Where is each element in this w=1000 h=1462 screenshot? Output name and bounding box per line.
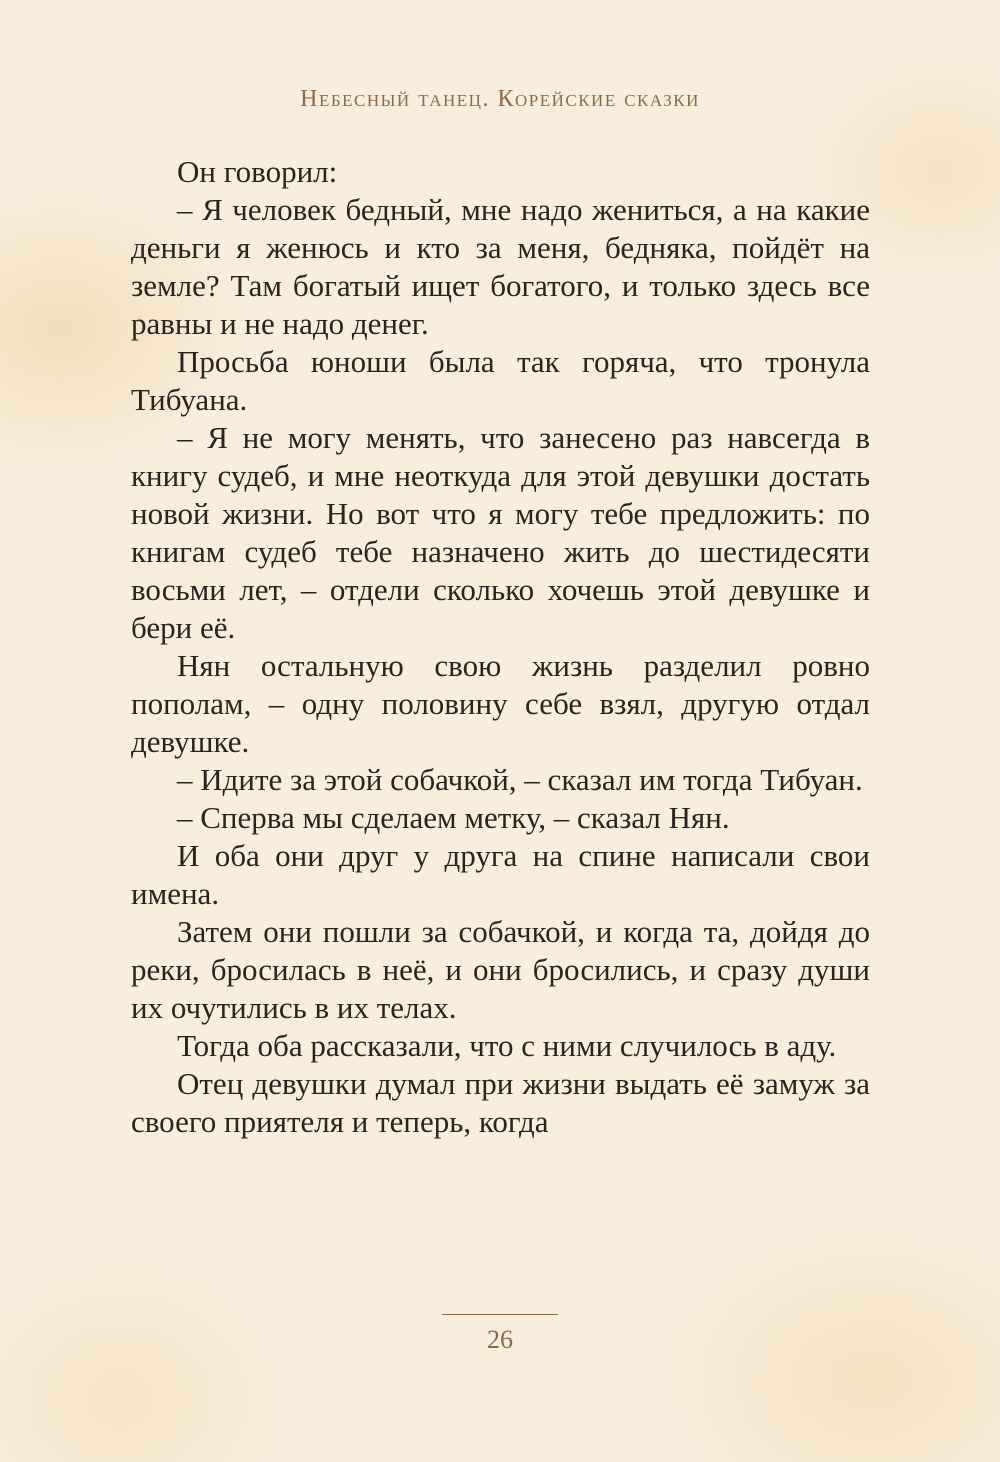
paragraph: Отец девушки думал при жизни выдать её замуж за своего приятеля и теперь, когда [131, 1066, 870, 1139]
footer-divider [442, 1314, 558, 1315]
paragraph: – Я человек бедный, мне надо жениться, а на какие деньги я женюсь и кто за меня, бедняка, пойдёт на земле? Там богатый ищет богатого, и только здесь все равны и не надо денег. [131, 192, 870, 341]
paragraph: Просьба юноши была так горяча, что тронула Тибуана. [131, 344, 870, 417]
paragraph: Он говорил: [177, 154, 338, 189]
paragraph: – Я не могу менять, что занесено раз навсегда в книгу судеб, и мне неоткуда для этой девушки достать новой жизни. Но вот что я могу тебе предложить: по книгам судеб тебе назначено жить до шестидесяти восьми лет, – отдели сколько хочешь этой девушке и бери её. [131, 420, 870, 645]
paragraph: – Сперва мы сделаем метку, – сказал Нян. [177, 800, 730, 835]
running-title: Небесный танец. Корейские сказки [300, 86, 700, 112]
paragraph: Нян остальную свою жизнь разделил ровно пополам, – одну половину себе взял, другую отдал девушке. [131, 648, 870, 759]
paragraph: Затем они пошли за собачкой, и когда та, дойдя до реки, бросилась в неё, и они бросились, и сразу души их очутились в их телах. [131, 914, 870, 1025]
paragraph: – Идите за этой собачкой, – сказал им тогда Тибуан. [177, 762, 863, 797]
paragraph: Тогда оба рассказали, что с ними случилось в аду. [177, 1028, 837, 1063]
page-number: 26 [487, 1325, 513, 1354]
paragraph: И оба они друг у друга на спине написали свои имена. [131, 838, 870, 911]
body-text [131, 153, 870, 1141]
